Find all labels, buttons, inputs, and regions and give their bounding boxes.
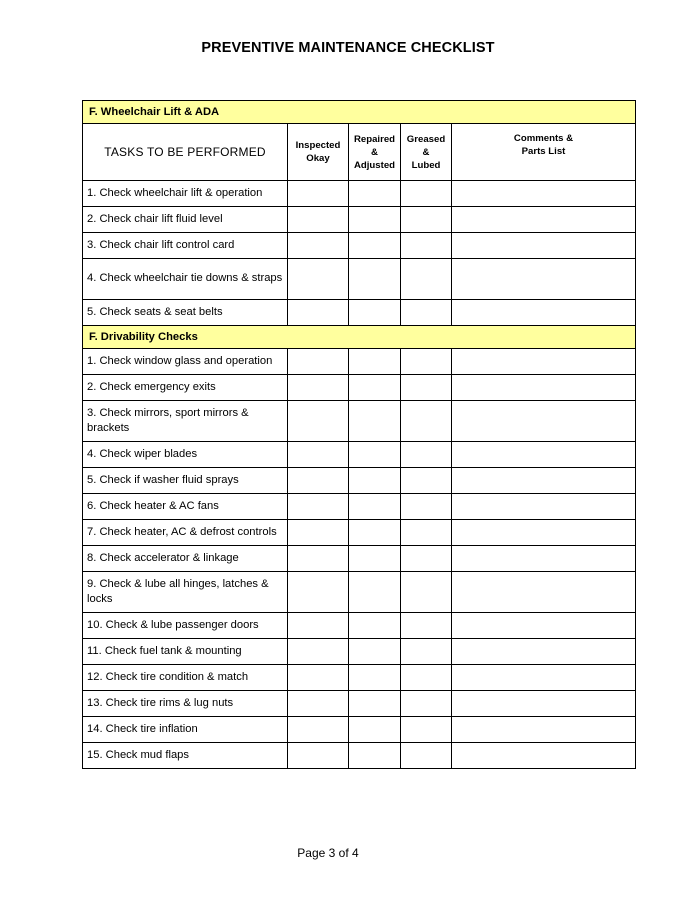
comments-cell[interactable] bbox=[452, 259, 636, 300]
greased-cell[interactable] bbox=[401, 639, 452, 665]
table-row bbox=[83, 401, 636, 442]
greased-cell[interactable] bbox=[401, 207, 452, 233]
task-label: 1. Check window glass and operation bbox=[83, 349, 288, 375]
comments-cell[interactable] bbox=[452, 181, 636, 207]
comments-cell[interactable] bbox=[452, 468, 636, 494]
checklist-table bbox=[82, 100, 636, 769]
table-row bbox=[83, 546, 636, 572]
table-row bbox=[83, 691, 636, 717]
greased-cell[interactable] bbox=[401, 572, 452, 613]
inspected-cell[interactable] bbox=[288, 259, 349, 300]
repaired-cell[interactable] bbox=[349, 442, 401, 468]
header-line: Lubed bbox=[411, 159, 441, 171]
greased-cell[interactable] bbox=[401, 349, 452, 375]
task-label: 1. Check wheelchair lift & operation bbox=[83, 181, 288, 207]
comments-cell[interactable] bbox=[452, 546, 636, 572]
task-label: 5. Check seats & seat belts bbox=[83, 300, 288, 326]
repaired-cell[interactable] bbox=[349, 639, 401, 665]
greased-cell[interactable] bbox=[401, 691, 452, 717]
header-line: Adjusted bbox=[353, 159, 396, 171]
inspected-cell[interactable] bbox=[288, 520, 349, 546]
greased-cell[interactable] bbox=[401, 520, 452, 546]
task-label: 15. Check mud flaps bbox=[83, 743, 288, 769]
table-row bbox=[83, 300, 636, 326]
table-row bbox=[83, 520, 636, 546]
task-label: 3. Check chair lift control card bbox=[83, 233, 288, 259]
comments-cell[interactable] bbox=[452, 572, 636, 613]
greased-cell[interactable] bbox=[401, 494, 452, 520]
header-line: Okay bbox=[306, 153, 330, 164]
table-row bbox=[83, 375, 636, 401]
greased-cell[interactable] bbox=[401, 300, 452, 326]
task-label: 13. Check tire rims & lug nuts bbox=[83, 691, 288, 717]
inspected-cell[interactable] bbox=[288, 468, 349, 494]
section-header-drivability bbox=[83, 326, 636, 349]
task-label: 4. Check wheelchair tie downs & straps bbox=[83, 259, 288, 300]
section-title: F. Drivability Checks bbox=[83, 326, 636, 349]
inspected-cell[interactable] bbox=[288, 181, 349, 207]
greased-cell[interactable] bbox=[401, 233, 452, 259]
greased-cell[interactable] bbox=[401, 468, 452, 494]
header-line: Parts List bbox=[521, 146, 566, 157]
inspected-cell[interactable] bbox=[288, 442, 349, 468]
task-label: 14. Check tire inflation bbox=[83, 717, 288, 743]
task-label: 11. Check fuel tank & mounting bbox=[83, 639, 288, 665]
page-title: PREVENTIVE MAINTENANCE CHECKLIST bbox=[201, 40, 495, 56]
task-label: 2. Check emergency exits bbox=[83, 375, 288, 401]
greased-cell[interactable] bbox=[401, 401, 452, 442]
task-label: 9. Check & lube all hinges, latches & locks bbox=[83, 572, 288, 613]
inspected-cell[interactable] bbox=[288, 207, 349, 233]
inspected-cell[interactable] bbox=[288, 743, 349, 769]
task-label: 2. Check chair lift fluid level bbox=[83, 207, 288, 233]
greased-cell[interactable] bbox=[401, 743, 452, 769]
repaired-cell[interactable] bbox=[349, 259, 401, 300]
greased-cell[interactable] bbox=[401, 546, 452, 572]
greased-cell[interactable] bbox=[401, 665, 452, 691]
column-header-inspected bbox=[288, 124, 349, 181]
repaired-cell[interactable] bbox=[349, 207, 401, 233]
comments-cell[interactable] bbox=[452, 691, 636, 717]
inspected-cell[interactable] bbox=[288, 233, 349, 259]
inspected-cell[interactable] bbox=[288, 572, 349, 613]
table-row bbox=[83, 639, 636, 665]
comments-cell[interactable] bbox=[452, 375, 636, 401]
inspected-cell[interactable] bbox=[288, 613, 349, 639]
inspected-cell[interactable] bbox=[288, 717, 349, 743]
comments-cell[interactable] bbox=[452, 300, 636, 326]
comments-cell[interactable] bbox=[452, 665, 636, 691]
comments-cell[interactable] bbox=[452, 613, 636, 639]
repaired-cell[interactable] bbox=[349, 494, 401, 520]
comments-cell[interactable] bbox=[452, 233, 636, 259]
comments-cell[interactable] bbox=[452, 639, 636, 665]
column-header-comments bbox=[452, 124, 636, 181]
column-header-greased bbox=[401, 124, 452, 181]
section-title: F. Wheelchair Lift & ADA bbox=[83, 101, 636, 124]
table-row bbox=[83, 494, 636, 520]
repaired-cell[interactable] bbox=[349, 233, 401, 259]
table-row bbox=[83, 665, 636, 691]
task-label: 10. Check & lube passenger doors bbox=[83, 613, 288, 639]
inspected-cell[interactable] bbox=[288, 665, 349, 691]
inspected-cell[interactable] bbox=[288, 349, 349, 375]
repaired-cell[interactable] bbox=[349, 691, 401, 717]
header-line: & bbox=[422, 146, 430, 158]
task-label: 8. Check accelerator & linkage bbox=[83, 546, 288, 572]
comments-cell[interactable] bbox=[452, 743, 636, 769]
comments-cell[interactable] bbox=[452, 520, 636, 546]
comments-cell[interactable] bbox=[452, 494, 636, 520]
repaired-cell[interactable] bbox=[349, 401, 401, 442]
table-row bbox=[83, 572, 636, 613]
column-header-row bbox=[83, 124, 636, 181]
table-row bbox=[83, 442, 636, 468]
comments-cell[interactable] bbox=[452, 717, 636, 743]
comments-cell[interactable] bbox=[452, 207, 636, 233]
task-label: 12. Check tire condition & match bbox=[83, 665, 288, 691]
column-header-repaired bbox=[349, 124, 401, 181]
repaired-cell[interactable] bbox=[349, 665, 401, 691]
column-header-tasks: TASKS TO BE PERFORMED bbox=[83, 124, 288, 181]
inspected-cell[interactable] bbox=[288, 401, 349, 442]
inspected-cell[interactable] bbox=[288, 546, 349, 572]
inspected-cell[interactable] bbox=[288, 375, 349, 401]
table-row bbox=[83, 259, 636, 300]
repaired-cell[interactable] bbox=[349, 572, 401, 613]
comments-cell[interactable] bbox=[452, 349, 636, 375]
inspected-cell[interactable] bbox=[288, 639, 349, 665]
header-line: Greased bbox=[406, 133, 446, 145]
inspected-cell[interactable] bbox=[288, 494, 349, 520]
greased-cell[interactable] bbox=[401, 442, 452, 468]
table-row bbox=[83, 743, 636, 769]
header-line: Comments & bbox=[513, 133, 574, 144]
repaired-cell[interactable] bbox=[349, 520, 401, 546]
greased-cell[interactable] bbox=[401, 613, 452, 639]
repaired-cell[interactable] bbox=[349, 300, 401, 326]
table-row bbox=[83, 233, 636, 259]
table-row bbox=[83, 468, 636, 494]
repaired-cell[interactable] bbox=[349, 546, 401, 572]
header-line: Repaired bbox=[353, 133, 396, 145]
table-row bbox=[83, 349, 636, 375]
section-header-wheelchair-lift bbox=[83, 101, 636, 124]
page-number: Page 3 of 4 bbox=[297, 846, 359, 860]
header-line: & bbox=[371, 146, 378, 158]
task-label: 6. Check heater & AC fans bbox=[83, 494, 288, 520]
inspected-cell[interactable] bbox=[288, 300, 349, 326]
repaired-cell[interactable] bbox=[349, 468, 401, 494]
repaired-cell[interactable] bbox=[349, 717, 401, 743]
table-row bbox=[83, 181, 636, 207]
task-label: 3. Check mirrors, sport mirrors & brackets bbox=[83, 401, 288, 442]
repaired-cell[interactable] bbox=[349, 375, 401, 401]
table-row bbox=[83, 717, 636, 743]
table-row bbox=[83, 613, 636, 639]
task-label: 7. Check heater, AC & defrost controls bbox=[83, 520, 288, 546]
repaired-cell[interactable] bbox=[349, 349, 401, 375]
greased-cell[interactable] bbox=[401, 717, 452, 743]
task-label: 4. Check wiper blades bbox=[83, 442, 288, 468]
task-label: 5. Check if washer fluid sprays bbox=[83, 468, 288, 494]
comments-cell[interactable] bbox=[452, 401, 636, 442]
repaired-cell[interactable] bbox=[349, 181, 401, 207]
header-line: Inspected bbox=[295, 140, 341, 151]
comments-cell[interactable] bbox=[452, 442, 636, 468]
inspected-cell[interactable] bbox=[288, 691, 349, 717]
greased-cell[interactable] bbox=[401, 375, 452, 401]
greased-cell[interactable] bbox=[401, 181, 452, 207]
greased-cell[interactable] bbox=[401, 259, 452, 300]
repaired-cell[interactable] bbox=[349, 743, 401, 769]
table-row bbox=[83, 207, 636, 233]
repaired-cell[interactable] bbox=[349, 613, 401, 639]
